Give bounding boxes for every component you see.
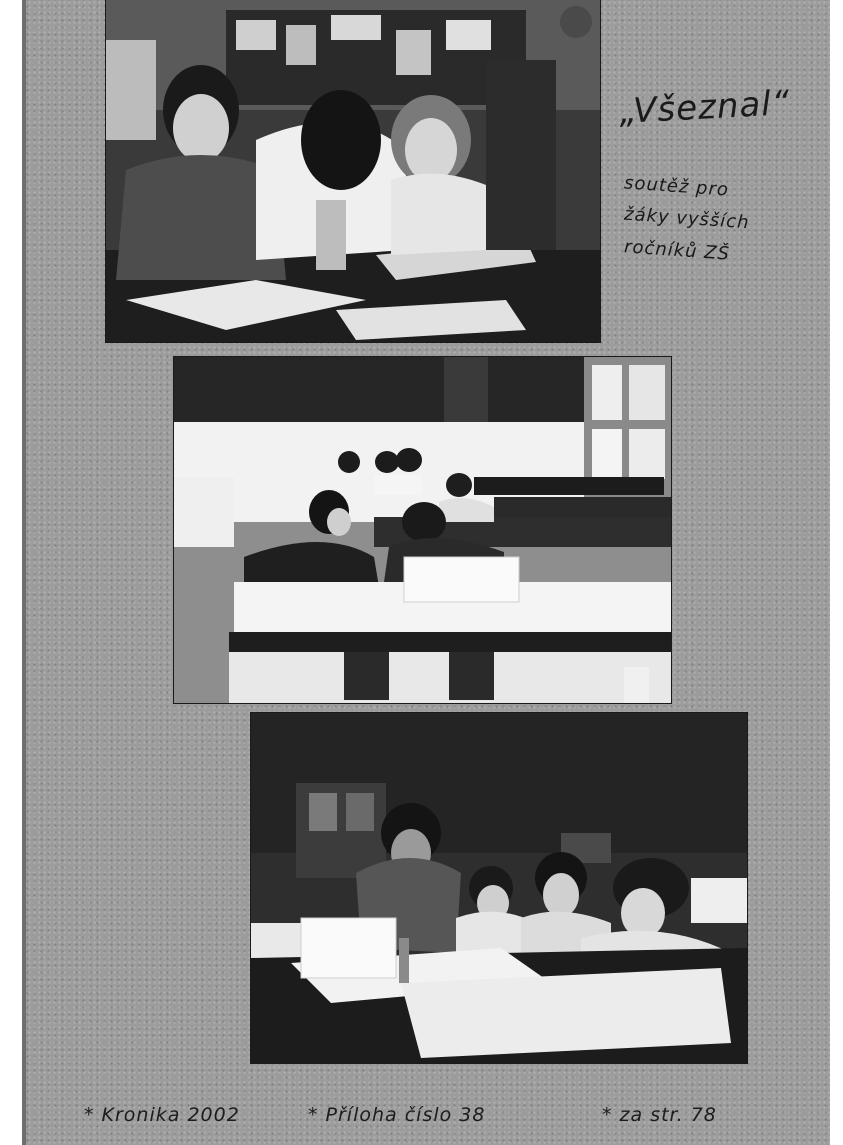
photo-children-lab-bench: [251, 713, 747, 1063]
footer-page-reference: * za str. 78: [602, 1104, 717, 1126]
handwritten-caption-line: soutěž pro: [623, 172, 730, 201]
page-binding-edge: [22, 0, 26, 1145]
handwritten-caption-line: žáky vyšších: [623, 203, 751, 234]
photo-microscope-students: [106, 0, 600, 342]
handwritten-title: „Všeznal“: [618, 83, 792, 132]
footer-attachment-number: * Příloha číslo 38: [308, 1104, 486, 1126]
photo-classroom-lab: [174, 357, 671, 703]
handwritten-caption-line: ročníků ZŠ: [623, 236, 731, 265]
footer-chronicle: * Kronika 2002: [84, 1104, 240, 1126]
